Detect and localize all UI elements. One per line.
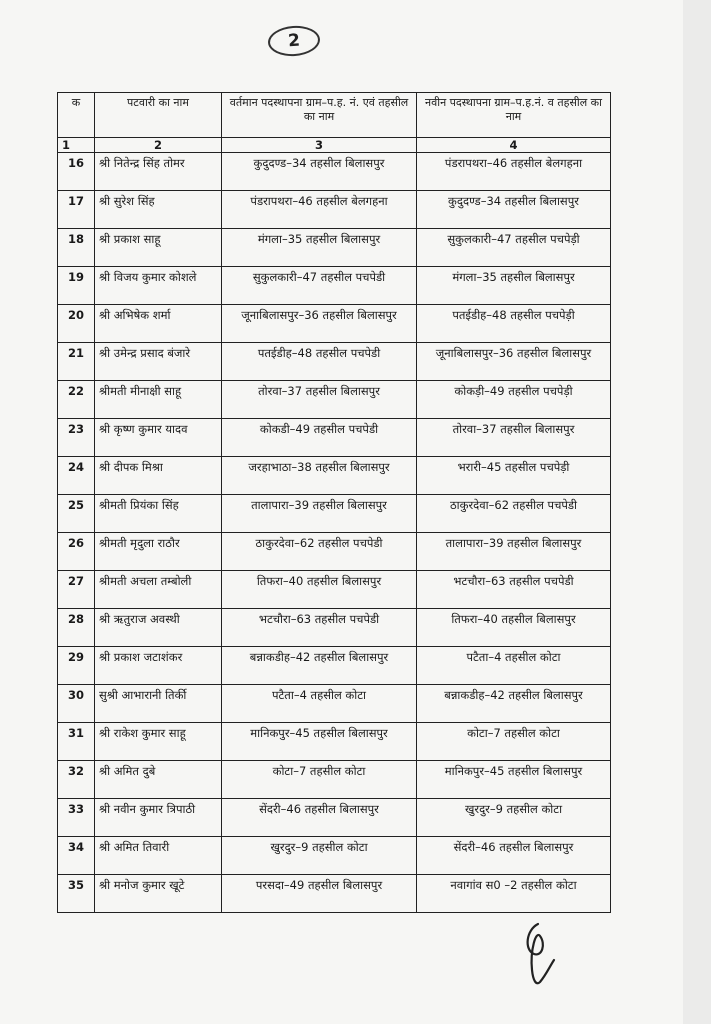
serial-cell: 32 <box>58 761 95 799</box>
patwari-name-cell: सुश्री आभारानी तिर्की <box>95 685 222 723</box>
serial-cell: 28 <box>58 609 95 647</box>
current-posting-cell: तोरवा–37 तहसील बिलासपुर <box>222 381 417 419</box>
current-posting-cell: मानिकपुर–45 तहसील बिलासपुर <box>222 723 417 761</box>
serial-cell: 25 <box>58 495 95 533</box>
table-row <box>58 761 611 799</box>
table-row <box>58 229 611 267</box>
patwari-name-cell: श्रीमती अचला तम्बोली <box>95 571 222 609</box>
serial-cell: 20 <box>58 305 95 343</box>
patwari-name-cell: श्री सुरेश सिंह <box>95 191 222 229</box>
header-patwari-name: पटवारी का नाम <box>95 93 222 138</box>
new-posting-cell: कोटा–7 तहसील कोटा <box>417 723 611 761</box>
serial-cell: 30 <box>58 685 95 723</box>
background-strip <box>683 0 711 1024</box>
patwari-name-cell: श्री अभिषेक शर्मा <box>95 305 222 343</box>
current-posting-cell: पतईडीह–48 तहसील पचपेडी <box>222 343 417 381</box>
patwari-name-cell: श्री नितेन्द्र सिंह तोमर <box>95 153 222 191</box>
serial-cell: 16 <box>58 153 95 191</box>
new-posting-cell: भरारी–45 तहसील पचपेड़ी <box>417 457 611 495</box>
current-posting-cell: जूनाबिलासपुर–36 तहसील बिलासपुर <box>222 305 417 343</box>
serial-cell: 35 <box>58 875 95 913</box>
patwari-name-cell: श्री दीपक मिश्रा <box>95 457 222 495</box>
current-posting-cell: तालापारा–39 तहसील बिलासपुर <box>222 495 417 533</box>
serial-cell: 22 <box>58 381 95 419</box>
patwari-name-cell: श्री प्रकाश साहू <box>95 229 222 267</box>
column-number: 4 <box>417 138 611 153</box>
new-posting-cell: मानिकपुर–45 तहसील बिलासपुर <box>417 761 611 799</box>
serial-cell: 24 <box>58 457 95 495</box>
current-posting-cell: परसदा–49 तहसील बिलासपुर <box>222 875 417 913</box>
current-posting-cell: भटचौरा–63 तहसील पचपेडी <box>222 609 417 647</box>
patwari-name-cell: श्री मनोज कुमार खूटे <box>95 875 222 913</box>
current-posting-cell: ठाकुरदेवा–62 तहसील पचपेडी <box>222 533 417 571</box>
current-posting-cell: सुकुलकारी–47 तहसील पचपेडी <box>222 267 417 305</box>
table-row <box>58 647 611 685</box>
patwari-name-cell: श्री अमित तिवारी <box>95 837 222 875</box>
new-posting-cell: जूनाबिलासपुर–36 तहसील बिलासपुर <box>417 343 611 381</box>
patwari-name-cell: श्री अमित दुबे <box>95 761 222 799</box>
new-posting-cell: सेंदरी–46 तहसील बिलासपुर <box>417 837 611 875</box>
table-row <box>58 799 611 837</box>
page-number: 2 <box>267 24 321 58</box>
patwari-name-cell: श्रीमती प्रियंका सिंह <box>95 495 222 533</box>
current-posting-cell: जरहाभाठा–38 तहसील बिलासपुर <box>222 457 417 495</box>
column-number: 2 <box>95 138 222 153</box>
new-posting-cell: पंडरापथरा–46 तहसील बेलगहना <box>417 153 611 191</box>
table-row <box>58 685 611 723</box>
current-posting-cell: खुरदुर–9 तहसील कोटा <box>222 837 417 875</box>
table-row <box>58 837 611 875</box>
serial-cell: 34 <box>58 837 95 875</box>
new-posting-cell: पतईडीह–48 तहसील पचपेड़ी <box>417 305 611 343</box>
serial-cell: 19 <box>58 267 95 305</box>
serial-cell: 27 <box>58 571 95 609</box>
current-posting-cell: तिफरा–40 तहसील बिलासपुर <box>222 571 417 609</box>
table-row <box>58 571 611 609</box>
current-posting-cell: कोकडी–49 तहसील पचपेडी <box>222 419 417 457</box>
patwari-name-cell: श्री कृष्ण कुमार यादव <box>95 419 222 457</box>
serial-cell: 26 <box>58 533 95 571</box>
serial-cell: 17 <box>58 191 95 229</box>
patwari-name-cell: श्री उमेन्द्र प्रसाद बंजारे <box>95 343 222 381</box>
table-row <box>58 723 611 761</box>
patwari-name-cell: श्री प्रकाश जटाशंकर <box>95 647 222 685</box>
table-row <box>58 533 611 571</box>
column-number: 1 <box>58 138 95 153</box>
table-row <box>58 153 611 191</box>
table-row <box>58 381 611 419</box>
new-posting-cell: भटचौरा–63 तहसील पचपेडी <box>417 571 611 609</box>
new-posting-cell: नवागांव स0 –2 तहसील कोटा <box>417 875 611 913</box>
table-row <box>58 305 611 343</box>
table-row <box>58 343 611 381</box>
patwari-name-cell: श्री नवीन कुमार त्रिपाठी <box>95 799 222 837</box>
table-row <box>58 191 611 229</box>
current-posting-cell: कोटा–7 तहसील कोटा <box>222 761 417 799</box>
current-posting-cell: कुदुदण्ड–34 तहसील बिलासपुर <box>222 153 417 191</box>
patwari-name-cell: श्री राकेश कुमार साहू <box>95 723 222 761</box>
serial-cell: 29 <box>58 647 95 685</box>
current-posting-cell: पंडरापथरा–46 तहसील बेलगहना <box>222 191 417 229</box>
new-posting-cell: तोरवा–37 तहसील बिलासपुर <box>417 419 611 457</box>
new-posting-cell: सुकुलकारी–47 तहसील पचपेड़ी <box>417 229 611 267</box>
serial-cell: 31 <box>58 723 95 761</box>
table-row <box>58 457 611 495</box>
new-posting-cell: कोकड़ी–49 तहसील पचपेड़ी <box>417 381 611 419</box>
transfer-table <box>57 92 611 913</box>
header-current-posting: वर्तमान पदस्थापना ग्राम–प.ह. नं. एवं तहसील का नाम <box>222 93 417 138</box>
patwari-name-cell: श्रीमती मीनाक्षी साहू <box>95 381 222 419</box>
table-row <box>58 609 611 647</box>
patwari-name-cell: श्री विजय कुमार कोशले <box>95 267 222 305</box>
serial-cell: 23 <box>58 419 95 457</box>
current-posting-cell: बन्नाकडीह–42 तहसील बिलासपुर <box>222 647 417 685</box>
new-posting-cell: बन्नाकडीह–42 तहसील बिलासपुर <box>417 685 611 723</box>
new-posting-cell: कुदुदण्ड–34 तहसील बिलासपुर <box>417 191 611 229</box>
signature <box>516 920 560 990</box>
table-header-row <box>58 93 611 138</box>
column-number: 3 <box>222 138 417 153</box>
new-posting-cell: ठाकुरदेवा–62 तहसील पचपेडी <box>417 495 611 533</box>
patwari-name-cell: श्रीमती मृदुला राठौर <box>95 533 222 571</box>
patwari-name-cell: श्री ऋतुराज अवस्थी <box>95 609 222 647</box>
serial-cell: 18 <box>58 229 95 267</box>
header-new-posting: नवीन पदस्थापना ग्राम–प.ह.नं. व तहसील का नाम <box>417 93 611 138</box>
new-posting-cell: तिफरा–40 तहसील बिलासपुर <box>417 609 611 647</box>
current-posting-cell: सेंदरी–46 तहसील बिलासपुर <box>222 799 417 837</box>
column-number-row <box>58 138 611 153</box>
serial-cell: 21 <box>58 343 95 381</box>
header-serial: क <box>58 93 95 138</box>
new-posting-cell: मंगला–35 तहसील बिलासपुर <box>417 267 611 305</box>
table-row <box>58 267 611 305</box>
table-row <box>58 495 611 533</box>
new-posting-cell: खुरदुर–9 तहसील कोटा <box>417 799 611 837</box>
new-posting-cell: पटैता–4 तहसील कोटा <box>417 647 611 685</box>
table-row <box>58 875 611 913</box>
table-row <box>58 419 611 457</box>
serial-cell: 33 <box>58 799 95 837</box>
new-posting-cell: तालापारा–39 तहसील बिलासपुर <box>417 533 611 571</box>
current-posting-cell: मंगला–35 तहसील बिलासपुर <box>222 229 417 267</box>
current-posting-cell: पटैता–4 तहसील कोटा <box>222 685 417 723</box>
